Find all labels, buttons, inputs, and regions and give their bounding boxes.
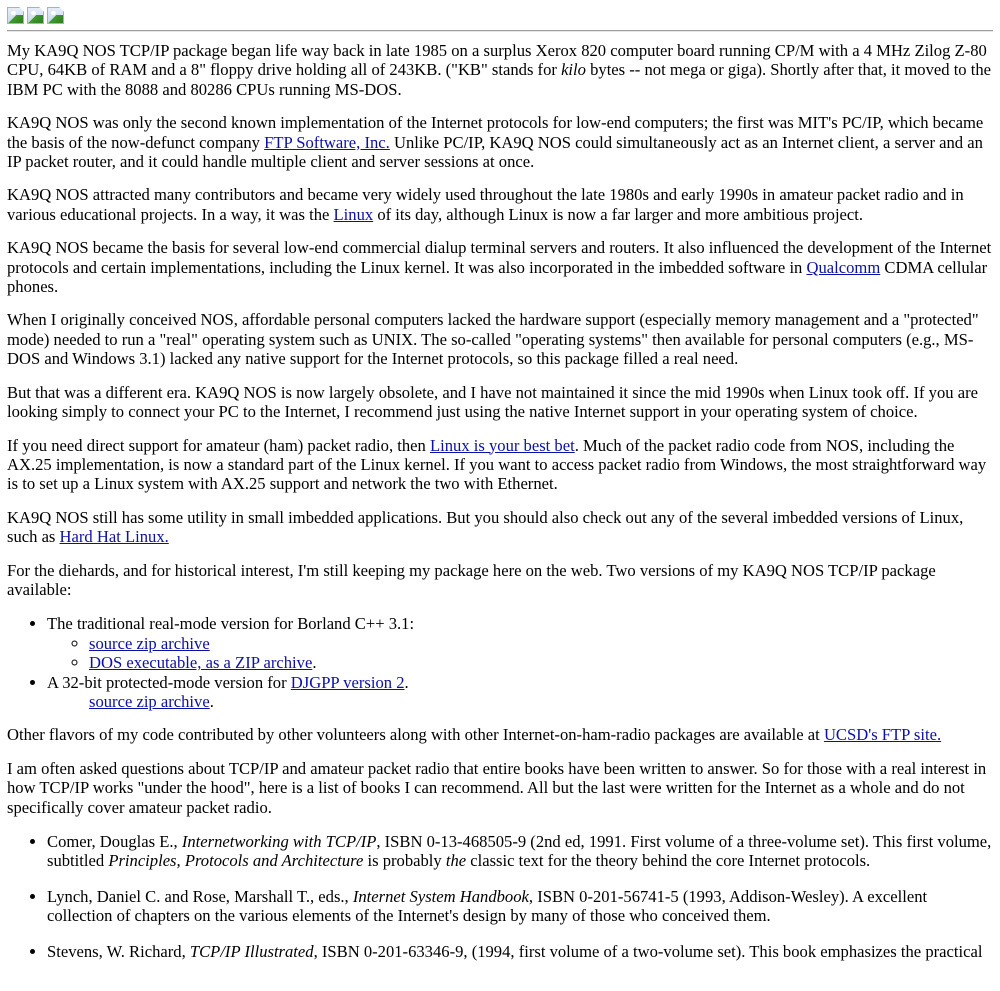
download-subitem: ◦ DOS executable, as a ZIP archive. — [89, 653, 993, 672]
paragraph-contributors: KA9Q NOS attracted many contributors and became very widely used throughout the late 1980s and early 1990s in amateur packet radio and in various educational projects. In a way, it was the Linux of its day, although Linux is now a far larger and more ambitious project. — [7, 185, 964, 224]
horizontal-rule — [7, 30, 993, 32]
paragraph-commercial: KA9Q NOS became the basis for several low-end commercial dialup terminal servers and routers. It also influenced the development of the Internet protocols and certain implementations, including the Linux kernel. It was also incorporated in the imbedded software in Qualcomm CDMA cellular phones. — [7, 238, 992, 297]
paragraph-implementation: KA9Q NOS was only the second known implementation of the Internet protocols for low-end computers; the first was MIT's PC/IP, which became the basis of the now-defunct company FTP Software, Inc. Unlike PC/IP, KA9Q NOS could simultaneously act as an Internet client, a server and an IP packet router, and it could handle multiple client and server sessions at once. — [7, 113, 984, 172]
link-hard-hat-linux[interactable]: Hard Hat Linux. — [59, 527, 169, 547]
download-list — [7, 614, 993, 711]
link-dos-executable-zip[interactable]: DOS executable, as a ZIP archive — [89, 653, 313, 673]
book-list — [7, 832, 993, 961]
link-ftp-software[interactable]: FTP Software, Inc. — [264, 132, 390, 152]
book-subtitle: Principles, Protocols and Architecture — [108, 851, 364, 871]
emphasis-kilo: kilo — [561, 60, 586, 80]
download-subitem: source zip archive. — [89, 691, 214, 711]
paragraph-other-flavors: Other flavors of my code contributed by other volunteers along with other Internet-on-ham-radio packages are available at UCSD's FTP site. — [7, 725, 942, 745]
book-item-stevens: • Stevens, W. Richard, TCP/IP Illustrated, ISBN 0-201-63346-9, (1994, first volume of a two-volume set). This book emphasizes the practical — [47, 942, 993, 961]
link-djgpp-source-zip[interactable]: source zip archive — [89, 691, 210, 711]
paragraph-ham-radio: If you need direct support for amateur (ham) packet radio, then Linux is your best bet. Much of the packet radio code from NOS, including the AX.25 implementation, is now a standard part of the Linux kernel. If you want to access packet radio from Windows, the most straightforward way is to set up a Linux system with AX.25 support and network the two with Ethernet. — [7, 435, 987, 494]
paragraph-history: My KA9Q NOS TCP/IP package began life way back in late 1985 on a surplus Xerox 820 computer board running CP/M with a 4 MHz Zilog Z-80 CPU, 64KB of RAM and a 8" floppy drive holding all of 243KB. ("KB" stands for kilo bytes -- not mega or giga). Shortly after that, it moved to the IBM PC with the 8088 and 80286 CPUs running MS-DOS. — [7, 41, 992, 99]
download-subitem — [89, 634, 993, 653]
paragraph-obsolete: But that was a different era. KA9Q NOS is now largely obsolete, and I have not maintained it since the mid 1990s when Linux took off. If you are looking simply to connect your PC to the Internet, I recommend just using the native Internet support in your operating system of choice. — [7, 382, 978, 422]
paragraph-books-intro: I am often asked questions about TCP/IP and amateur packet radio that entire books have been written to answer. So for those with a real interest in how TCP/IP works "under the hood", here is a list of books I can recommend. All but the last were written for the Internet as a whole and do not specifically cover amateur packet radio. — [7, 758, 987, 817]
broken-image-icon[interactable] — [47, 7, 64, 24]
book-title: Internetworking with TCP/IP — [181, 832, 377, 851]
book-item-lynch: • Lynch, Daniel C. and Rose, Marshall T., eds., Internet System Handbook, ISBN 0-201-56741-5 (1993, Addison-Wesley). A excellent collection of chapters on the various elements of the Internet's design by many of those who conceived them. — [47, 887, 993, 926]
book-title: Internet System Handbook — [352, 886, 529, 906]
link-djgpp[interactable]: DJGPP version 2 — [290, 672, 405, 692]
link-ucsd-ftp[interactable]: UCSD's FTP site. — [823, 725, 942, 745]
broken-image-icon[interactable] — [27, 7, 44, 24]
book-title: TCP/IP Illustrated — [189, 941, 314, 961]
link-linux[interactable]: Linux — [333, 204, 374, 224]
link-borland-source-zip[interactable]: source zip archive — [89, 633, 210, 653]
paragraph-imbedded: KA9Q NOS still has some utility in small imbedded applications. But you should also check out any of the several imbedded versions of Linux, such as Hard Hat Linux. — [7, 507, 964, 547]
link-linux-best-bet[interactable]: Linux is your best bet — [429, 435, 575, 455]
book-item-comer: • Comer, Douglas E., Internetworking with TCP/IP, ISBN 0-13-468505-9 (2nd ed, 1991. First volume of a three-volume set). This first volume, subtitled Principles, Protocols and Architecture is probably the classic text for the theory behind the core Internet protocols. — [47, 832, 993, 871]
paragraph-diehards: For the diehards, and for historical interest, I'm still keeping my package here on the web. Two versions of my KA9Q NOS TCP/IP package available: — [7, 560, 936, 599]
link-qualcomm[interactable]: Qualcomm — [806, 257, 881, 277]
paragraph-conception: When I originally conceived NOS, affordable personal computers lacked the hardware support (especially memory management and a "protected" mode) needed to run a "real" operating system such as UNIX. The so-called "operating systems" then available for personal computers (e.g., MS-DOS and Windows 3.1) lacked any native support for the Internet protocols, so this package filled a real need. — [7, 310, 979, 369]
download-item-borland: • The traditional real-mode version for Borland C++ 3.1: ◦ source zip archive ◦ DOS executable, as a ZIP archive. — [47, 614, 993, 672]
download-item-djgpp: • A 32-bit protected-mode version for DJGPP version 2. source zip archive. — [47, 673, 993, 712]
header-images — [7, 0, 993, 24]
broken-image-icon[interactable] — [7, 7, 24, 24]
